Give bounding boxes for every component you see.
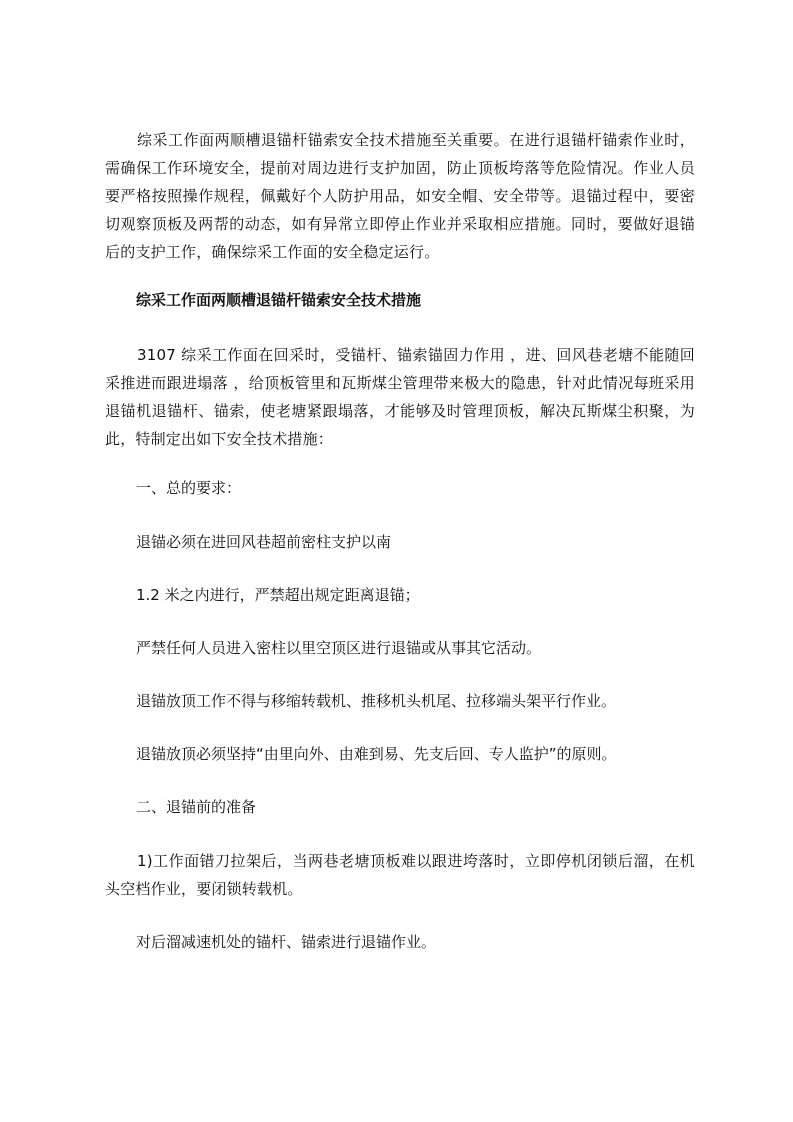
section2-heading: 二、退锚前的准备 bbox=[136, 798, 257, 816]
intro-paragraph: 综采工作面两顺槽退锚杆锚索安全技术措施至关重要。在进行退锚杆锚索作业时，需确保工作环境安全，提前对周边进行支护加固，防止顶板垮落等危险情况。作业人员要严格按照操作规程，佩戴好个人防护用品，如安全帽、安全带等。退锚过程中，要密切观察顶板及两帮的动态，如有异常立即停止作业并采取相应措施。同时，要做好退锚后的支护工作，确保综采工作面的安全稳定运行。 bbox=[105, 131, 695, 261]
section2-item-2: 对后溜减速机处的锚杆、锚索进行退锚作业。 bbox=[136, 933, 437, 951]
section1-heading: 一、总的要求： bbox=[136, 479, 242, 497]
section1-item-3: 严禁任何人员进入密柱以里空顶区进行退锚或从事其它活动。 bbox=[136, 639, 542, 657]
document-title: 综采工作面两顺槽退锚杆锚索安全技术措施 bbox=[136, 291, 422, 309]
section1-item-1: 退锚必须在进回风巷超前密柱支护以南 bbox=[136, 533, 392, 551]
background-paragraph: 3107 综采工作面在回采时，受锚杆、锚索锚固力作用 ，进、回风巷老塘不能随回采推进而跟进塌落 ，给顶板管里和瓦斯煤尘管理带来极大的隐患，针对此情况每班采用退锚机退锚杆、锚索，使老塘紧跟塌落，才能够及时管理顶板，解决瓦斯煤尘积聚，为此，特制定出如下安全技术措施： bbox=[105, 346, 695, 448]
section2-item-1: 1)工作面错刀拉架后，当两巷老塘顶板难以跟进垮落时，立即停机闭锁后溜，在机头空档作业，要闭锁转载机。 bbox=[105, 852, 695, 898]
section1-item-5: 退锚放顶必须坚持“由里向外、由难到易、先支后回、专人监护”的原则。 bbox=[136, 745, 617, 763]
section1-item-2: 1.2 米之内进行，严禁超出规定距离退锚； bbox=[136, 586, 420, 604]
section1-item-4: 退锚放顶工作不得与移缩转载机、推移机头机尾、拉移端头架平行作业。 bbox=[136, 692, 617, 710]
